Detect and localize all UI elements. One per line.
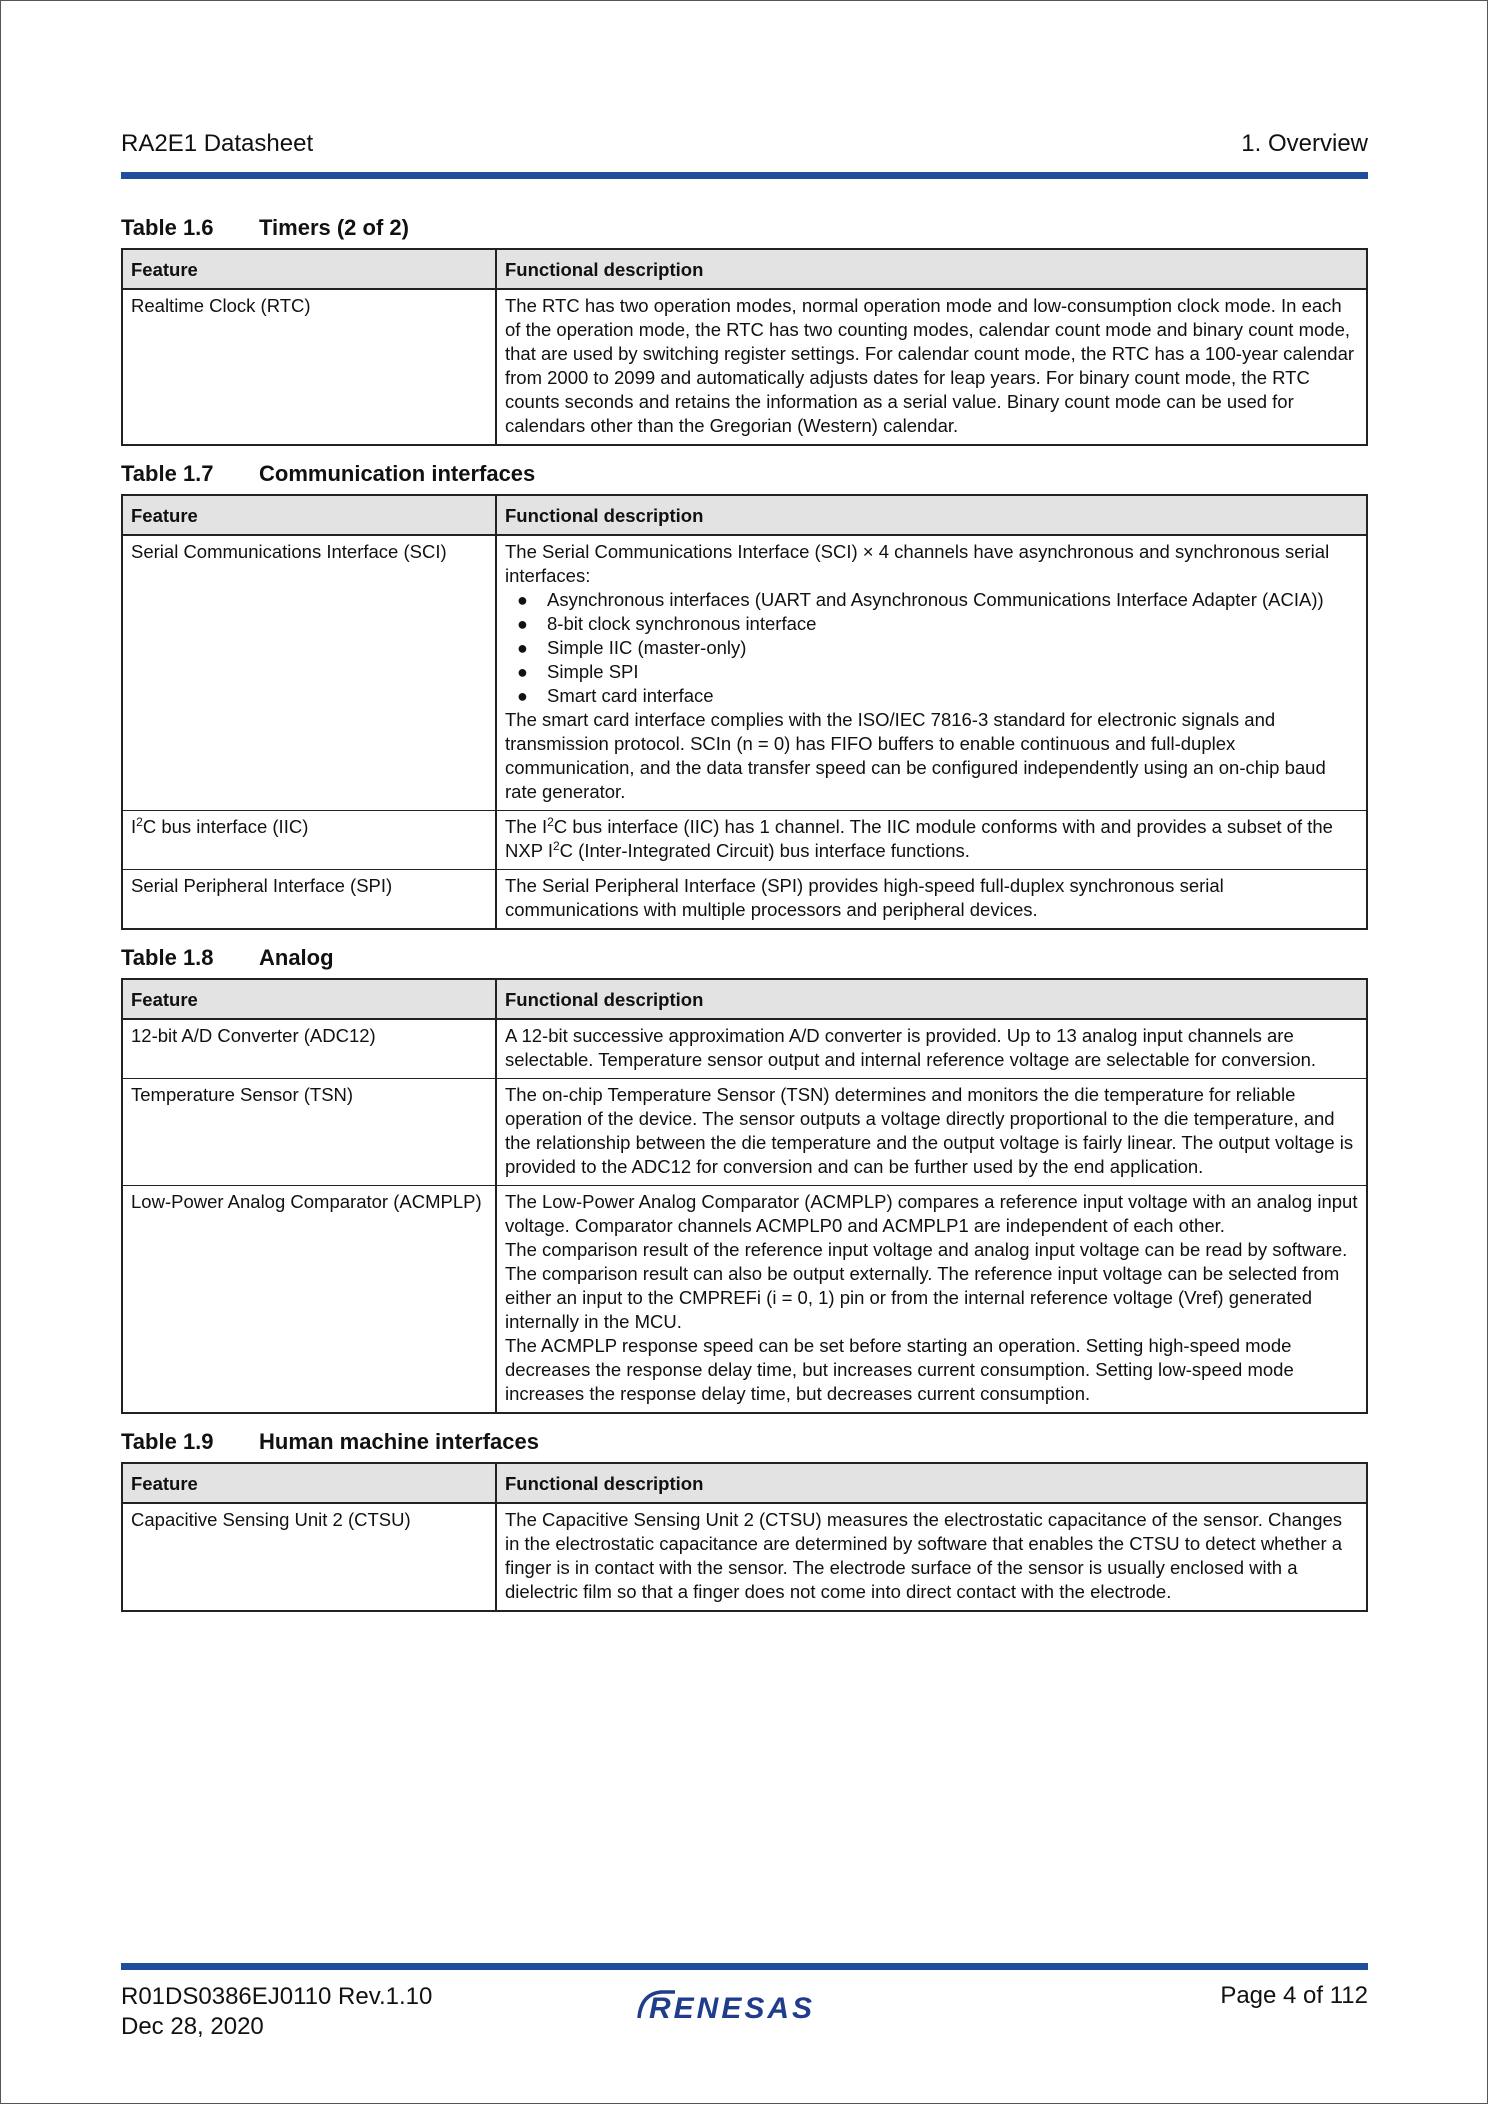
superscript: 2: [547, 814, 554, 829]
table-title: Communication interfaces: [259, 461, 536, 486]
list-item: ● Smart card interface: [515, 684, 1358, 708]
col-feature: Feature: [122, 249, 496, 289]
table-row: [122, 535, 1367, 811]
description-cell: The Capacitive Sensing Unit 2 (CTSU) measures the electrostatic capacitance of the sensor. Changes in the electrostatic capacitance are determined by software that enables the CTSU to detect whether a finger is in contact with the sensor. The electrode surface of the sensor is usually enclosed with a dielectric film so that a finger does not come into direct contact with the electrode.: [496, 1503, 1367, 1611]
table-title: Human machine interfaces: [259, 1429, 539, 1454]
paragraph: The ACMPLP response speed can be set before starting an operation. Setting high-speed mode decreases the response delay time, but increases current consumption. Setting low-speed mode increases the response delay time, but decreases current consumption.: [505, 1335, 1294, 1404]
description-cell: [496, 535, 1367, 811]
feature-cell: Temperature Sensor (TSN): [122, 1079, 496, 1186]
list-item: ● 8-bit clock synchronous interface: [515, 612, 1358, 636]
footer-rule: [121, 1963, 1368, 1970]
header-row: [122, 249, 1367, 289]
sci-bullet-list: [505, 588, 1358, 708]
text-part: The I: [505, 816, 548, 837]
text-part: I: [131, 816, 137, 837]
table-row: [122, 870, 1367, 930]
paragraph: The Low-Power Analog Comparator (ACMPLP) compares a reference input voltage with an analog input voltage. Comparator channels ACMPLP0 and ACMPLP1 are independent of each other.: [505, 1191, 1358, 1236]
col-feature: Feature: [122, 1463, 496, 1503]
header-row: [122, 1463, 1367, 1503]
table-1-7: [121, 494, 1368, 930]
feature-cell: [122, 811, 496, 870]
paragraph: The comparison result of the reference input voltage and analog input voltage can be read by software. The comparison result can also be output externally. The reference input voltage can be selected from either an input to the CMPREFi (i = 0, 1) pin or from the internal reference voltage (Vref) generated internally in the MCU.: [505, 1239, 1348, 1332]
list-item: ● Simple SPI: [515, 660, 1358, 684]
header-row: [122, 495, 1367, 535]
feature-cell: Realtime Clock (RTC): [122, 289, 496, 445]
table-1-8-caption: [121, 942, 1368, 978]
text-part: C bus interface (IIC): [142, 816, 309, 837]
list-item: ● Simple IIC (master-only): [515, 636, 1358, 660]
doc-number: R01DS0386EJ0110 Rev.1.10: [121, 1983, 433, 2010]
sci-outro: The smart card interface complies with the ISO/IEC 7816-3 standard for electronic signals and transmission protocol. SCIn (n = 0) has FIFO buffers to enable continuous and full-duplex communication, and the data transfer speed can be configured independently using an on-chip baud rate generator.: [505, 709, 1326, 802]
renesas-logo: [635, 1984, 853, 2024]
description-cell: [496, 1186, 1367, 1414]
col-description: Functional description: [496, 249, 1367, 289]
doc-info: [121, 1982, 432, 2042]
header-row: [122, 979, 1367, 1019]
sci-intro: The Serial Communications Interface (SCI) × 4 channels have asynchronous and synchronous serial interfaces:: [505, 541, 1330, 586]
table-title: Analog: [259, 945, 334, 970]
logo-wordmark: RENESAS: [649, 1992, 816, 2024]
feature-cell: Capacitive Sensing Unit 2 (CTSU): [122, 1503, 496, 1611]
col-description: Functional description: [496, 979, 1367, 1019]
col-description: Functional description: [496, 1463, 1367, 1503]
page-number: Page 4 of 112: [1220, 1982, 1368, 2009]
description-cell: The Serial Peripheral Interface (SPI) provides high-speed full-duplex synchronous serial communications with multiple processors and peripheral devices.: [496, 870, 1367, 930]
table-row: [122, 1079, 1367, 1186]
table-1-9-caption: [121, 1426, 1368, 1462]
table-row: [122, 1186, 1367, 1414]
col-feature: Feature: [122, 495, 496, 535]
page-header: [121, 130, 1368, 164]
feature-cell: Serial Peripheral Interface (SPI): [122, 870, 496, 930]
description-cell: [496, 811, 1367, 870]
description-cell: The RTC has two operation modes, normal operation mode and low-consumption clock mode. In each of the operation mode, the RTC has two counting modes, calendar count mode and binary count mode, that are used by switching register settings. For calendar count mode, the RTC has a 100-year calendar from 2000 to 2099 and automatically adjusts dates for leap years. For binary count mode, the RTC counts seconds and retains the information as a serial value. Binary count mode can be used for calendars other than the Gregorian (Western) calendar.: [496, 289, 1367, 445]
table-number: Table 1.9: [121, 1429, 214, 1454]
table-1-6: [121, 248, 1368, 446]
description-cell: The on-chip Temperature Sensor (TSN) determines and monitors the die temperature for reliable operation of the device. The sensor outputs a voltage directly proportional to the die temperature, and the relationship between the die temperature and the output voltage is fairly linear. The output voltage is provided to the ADC12 for conversion and can be further used by the end application.: [496, 1079, 1367, 1186]
text-part: C bus interface (IIC) has 1 channel. The IIC module conforms with and provides a subset of the NXP I: [505, 816, 1333, 861]
doc-title: RA2E1 Datasheet: [121, 130, 314, 157]
col-description: Functional description: [496, 495, 1367, 535]
table-title: Timers (2 of 2): [259, 215, 409, 240]
table-1-7-caption: [121, 458, 1368, 494]
col-feature: Feature: [122, 979, 496, 1019]
list-item: ● Asynchronous interfaces (UART and Asynchronous Communications Interface Adapter (ACIA)): [515, 588, 1358, 612]
text-part: C (Inter-Integrated Circuit) bus interface functions.: [559, 840, 970, 861]
table-row: [122, 811, 1367, 870]
feature-cell: Low-Power Analog Comparator (ACMPLP): [122, 1186, 496, 1414]
section-title: 1. Overview: [1241, 130, 1368, 157]
page-content: [121, 202, 1368, 1624]
header-rule: [121, 172, 1368, 179]
table-row: [122, 1019, 1367, 1079]
table-number: Table 1.7: [121, 461, 214, 486]
table-row: [122, 1503, 1367, 1611]
table-1-8: [121, 978, 1368, 1414]
table-row: [122, 289, 1367, 445]
table-number: Table 1.8: [121, 945, 214, 970]
feature-cell: Serial Communications Interface (SCI): [122, 535, 496, 811]
table-1-6-caption: [121, 212, 1368, 248]
superscript: 2: [136, 814, 143, 829]
table-1-9: [121, 1462, 1368, 1612]
table-number: Table 1.6: [121, 215, 214, 240]
doc-date: Dec 28, 2020: [121, 2013, 264, 2040]
description-cell: A 12-bit successive approximation A/D converter is provided. Up to 13 analog input channels are selectable. Temperature sensor output and internal reference voltage are selectable for conversion.: [496, 1019, 1367, 1079]
feature-cell: 12-bit A/D Converter (ADC12): [122, 1019, 496, 1079]
superscript: 2: [552, 838, 560, 853]
